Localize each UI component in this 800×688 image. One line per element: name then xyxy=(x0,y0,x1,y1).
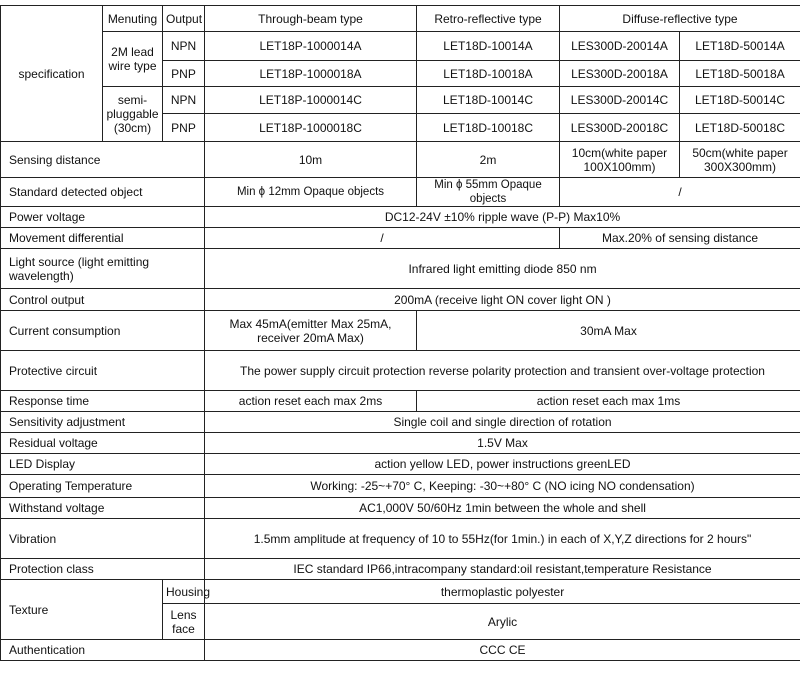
model-row xyxy=(1,32,800,61)
model-diffuse-b: LET18D-50014A xyxy=(680,32,800,61)
model-through: LET18P-1000014A xyxy=(205,32,417,61)
spec-label: Sensitivity adjustment xyxy=(1,412,205,433)
model-row xyxy=(1,87,800,114)
spec-label: Control output xyxy=(1,289,205,311)
output-type: NPN xyxy=(163,32,205,61)
spec-value: Infrared light emitting diode 850 nm xyxy=(205,249,800,289)
spec-label: Power voltage xyxy=(1,207,205,228)
model-diffuse-b: LET18D-50018A xyxy=(680,61,800,87)
spec-label: Withstand voltage xyxy=(1,498,205,519)
spec-value: 2m xyxy=(417,142,560,178)
group-label: semi-pluggable (30cm) xyxy=(103,87,163,142)
spec-value: Working: -25~+70° C, Keeping: -30~+80° C (NO icing NO condensation) xyxy=(205,475,800,498)
spec-value: The power supply circuit protection reverse polarity protection and transient over-voltage protection xyxy=(205,351,800,391)
texture-sub-label: Lens face xyxy=(163,604,205,640)
spec-value: Min ϕ 12mm Opaque objects xyxy=(205,178,417,207)
spec-label: Protective circuit xyxy=(1,351,205,391)
spec-label: Vibration xyxy=(1,519,205,559)
model-retro: LET18D-10018C xyxy=(417,114,560,142)
spec-row-vibration xyxy=(1,519,800,559)
spec-label: Protection class xyxy=(1,559,205,580)
spec-row-protective-circuit xyxy=(1,351,800,391)
model-diffuse-a: LES300D-20018A xyxy=(560,61,680,87)
spec-value: 1.5V Max xyxy=(205,433,800,454)
spec-value: action reset each max 2ms xyxy=(205,391,417,412)
model-retro: LET18D-10018A xyxy=(417,61,560,87)
spec-value: 50cm(white paper 300X300mm) xyxy=(680,142,800,178)
spec-label: Light source (light emitting wavelength) xyxy=(1,249,205,289)
spec-value: action reset each max 1ms xyxy=(417,391,800,412)
spec-label: Sensing distance xyxy=(1,142,205,178)
spec-row-light-source xyxy=(1,249,800,289)
model-through: LET18P-1000018A xyxy=(205,61,417,87)
specification-label: specification xyxy=(1,6,103,142)
spec-label: Operating Temperature xyxy=(1,475,205,498)
spec-value: Single coil and single direction of rotation xyxy=(205,412,800,433)
spec-label: LED Display xyxy=(1,454,205,475)
model-diffuse-a: LES300D-20014C xyxy=(560,87,680,114)
spec-value: IEC standard IP66,intracompany standard:oil resistant,temperature Resistance xyxy=(205,559,800,580)
spec-value: AC1,000V 50/60Hz 1min between the whole and shell xyxy=(205,498,800,519)
spec-table xyxy=(0,5,800,661)
spec-row-residual-voltage xyxy=(1,433,800,454)
model-diffuse-b: LET18D-50014C xyxy=(680,87,800,114)
spec-value: / xyxy=(560,178,800,207)
spec-value: 1.5mm amplitude at frequency of 10 to 55Hz(for 1min.) in each of X,Y,Z directions for 2 hours" xyxy=(205,519,800,559)
model-diffuse-a: LES300D-20014A xyxy=(560,32,680,61)
spec-value: Arylic xyxy=(205,604,800,640)
header-diffuse: Diffuse-reflective type xyxy=(560,6,800,32)
spec-value: 10m xyxy=(205,142,417,178)
spec-row-withstand-voltage xyxy=(1,498,800,519)
header-menuting: Menuting xyxy=(103,6,163,32)
spec-row-authentication xyxy=(1,640,800,661)
spec-row-control-output xyxy=(1,289,800,311)
spec-label: Texture xyxy=(1,580,163,640)
spec-label: Current consumption xyxy=(1,311,205,351)
header-row xyxy=(1,6,800,32)
spec-value: 200mA (receive light ON cover light ON ) xyxy=(205,289,800,311)
spec-row-protection-class xyxy=(1,559,800,580)
spec-label: Standard detected object xyxy=(1,178,205,207)
spec-value: thermoplastic polyester xyxy=(205,580,800,604)
spec-row-sensing-distance xyxy=(1,142,800,178)
spec-value: CCC CE xyxy=(205,640,800,661)
spec-value: Min ϕ 55mm Opaque objects xyxy=(417,178,560,207)
spec-row-standard-object xyxy=(1,178,800,207)
header-output: Output xyxy=(163,6,205,32)
group-label: 2M lead wire type xyxy=(103,32,163,87)
model-through: LET18P-1000014C xyxy=(205,87,417,114)
output-type: PNP xyxy=(163,114,205,142)
output-type: NPN xyxy=(163,87,205,114)
spec-row-power-voltage xyxy=(1,207,800,228)
spec-label: Authentication xyxy=(1,640,205,661)
model-diffuse-b: LET18D-50018C xyxy=(680,114,800,142)
spec-value: / xyxy=(205,228,560,249)
model-diffuse-a: LES300D-20018C xyxy=(560,114,680,142)
header-through-beam: Through-beam type xyxy=(205,6,417,32)
spec-row-led-display xyxy=(1,454,800,475)
spec-row-current-consumption xyxy=(1,311,800,351)
model-retro: LET18D-10014A xyxy=(417,32,560,61)
spec-label: Response time xyxy=(1,391,205,412)
spec-label: Residual voltage xyxy=(1,433,205,454)
model-through: LET18P-1000018C xyxy=(205,114,417,142)
spec-value: 30mA Max xyxy=(417,311,800,351)
spec-value: 10cm(white paper 100X100mm) xyxy=(560,142,680,178)
header-retro: Retro-reflective type xyxy=(417,6,560,32)
texture-sub-label: Housing xyxy=(163,580,205,604)
spec-label: Movement differential xyxy=(1,228,205,249)
spec-row-operating-temperature xyxy=(1,475,800,498)
output-type: PNP xyxy=(163,61,205,87)
spec-row-response-time xyxy=(1,391,800,412)
model-retro: LET18D-10014C xyxy=(417,87,560,114)
spec-row-movement-differential xyxy=(1,228,800,249)
spec-value: DC12-24V ±10% ripple wave (P-P) Max10% xyxy=(205,207,800,228)
spec-value: Max.20% of sensing distance xyxy=(560,228,800,249)
spec-row-texture-housing xyxy=(1,580,800,604)
spec-row-sensitivity-adjustment xyxy=(1,412,800,433)
spec-value: action yellow LED, power instructions greenLED xyxy=(205,454,800,475)
spec-value: Max 45mA(emitter Max 25mA, receiver 20mA Max) xyxy=(205,311,417,351)
